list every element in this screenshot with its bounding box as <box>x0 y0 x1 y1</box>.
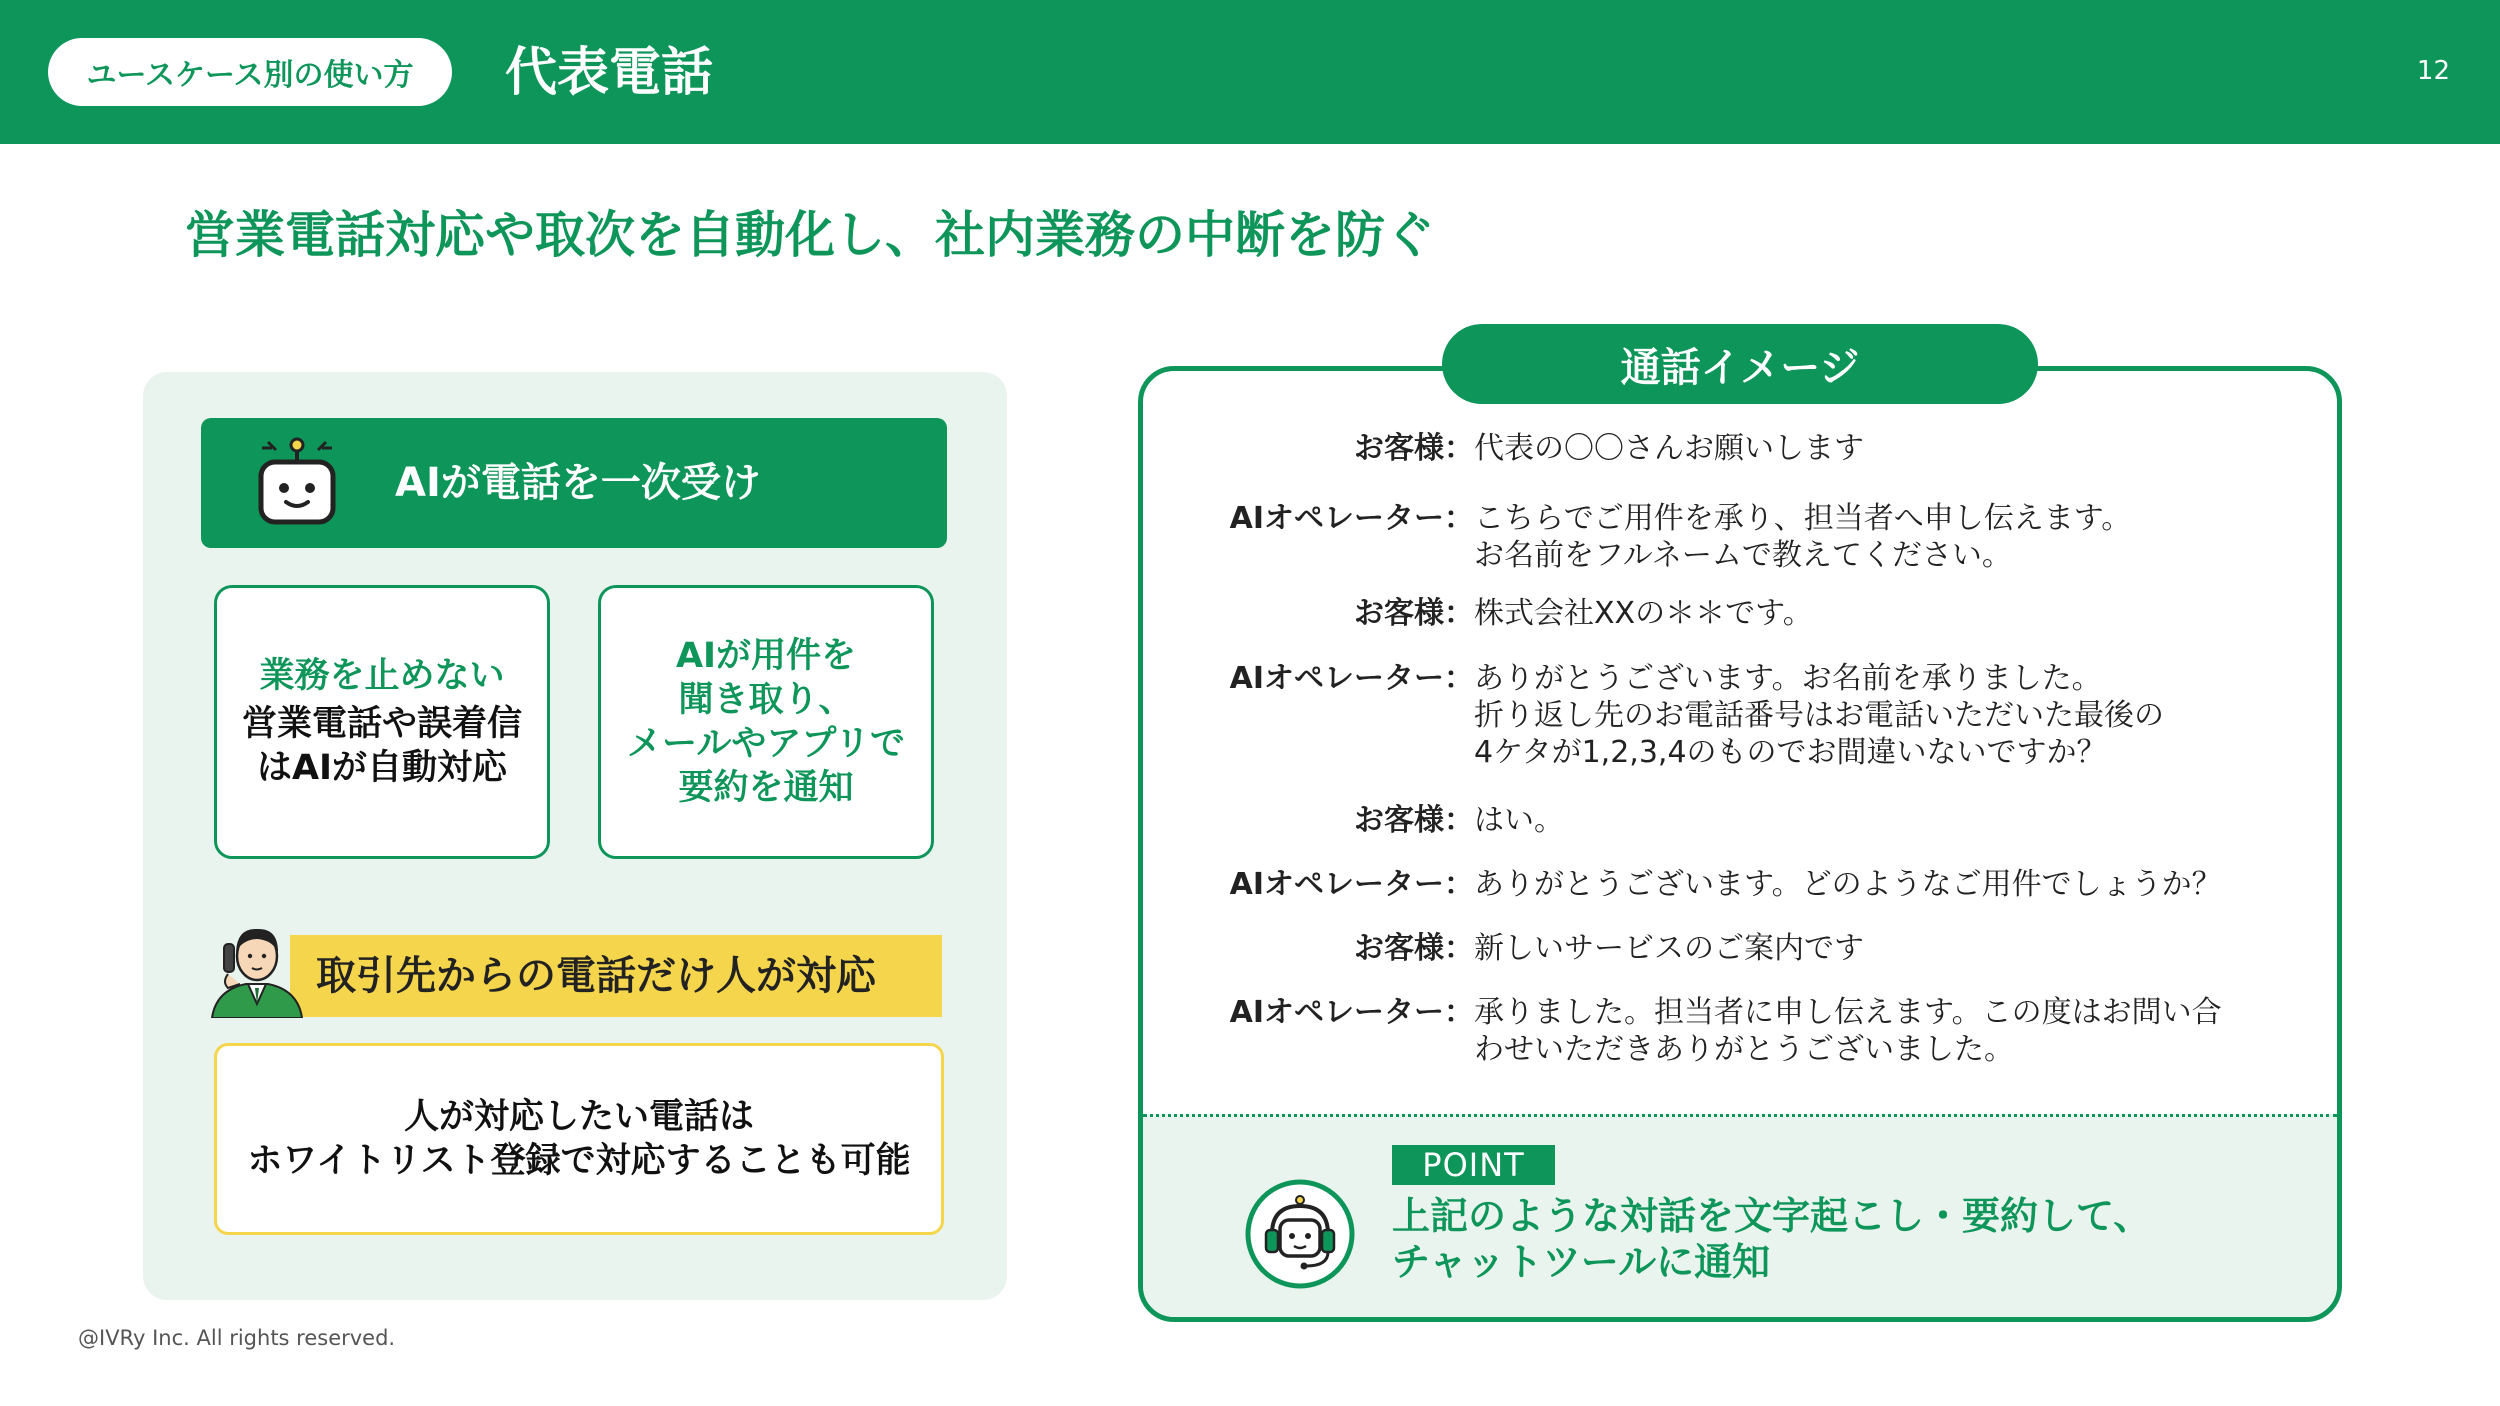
utterance <box>1474 802 1564 839</box>
utterance-line: こちらでご用件を承り、担当者へ申し伝えます。 <box>1474 501 2132 536</box>
utterance-line: お名前をフルネームで教えてください。 <box>1474 538 2012 573</box>
speaker-colon: ： <box>1444 596 1474 631</box>
speaker-label: AIオペレーター <box>1229 501 1444 536</box>
speaker-colon: ： <box>1444 501 1474 536</box>
utterance-line: 代表の〇〇さんお願いします <box>1474 431 1864 466</box>
no-interruption-card <box>214 585 550 859</box>
utterance-line: 折り返し先のお電話番号はお電話いただいた最後の <box>1474 698 2164 733</box>
whitelist-card <box>214 1043 944 1235</box>
headset-robot-icon <box>1244 1178 1356 1290</box>
card-heading: 業務を止めない <box>259 656 505 696</box>
utterance <box>1474 994 2222 1068</box>
speaker-label: お客様 <box>1354 803 1444 838</box>
card-line: はAIが自動対応 <box>256 748 508 788</box>
utterance-line: 株式会社XXの＊＊です。 <box>1474 596 1813 631</box>
card-line: 聞き取り、 <box>678 680 854 720</box>
card-line: 要約を通知 <box>678 768 854 808</box>
speaker-colon: ： <box>1444 803 1474 838</box>
utterance-line: 4ケタが1,2,3,4のものでお間違いないですか？ <box>1474 735 2107 770</box>
utterance <box>1474 500 2131 574</box>
utterance <box>1474 595 1813 632</box>
usecase-tag: ユースケース別の使い方 <box>48 38 452 106</box>
point-text <box>1392 1193 2151 1285</box>
utterance-line: わせいただきありがとうございました。 <box>1474 1032 2014 1067</box>
utterance <box>1474 430 1864 467</box>
card-line: メールやアプリで <box>627 724 905 764</box>
utterance <box>1474 660 2164 771</box>
utterance-line: ありがとうございます。どのようなご用件でしょうか？ <box>1474 867 2222 902</box>
speaker-colon: ： <box>1444 931 1474 966</box>
summary-notify-card <box>598 585 934 859</box>
page-title: 代表電話 <box>505 43 714 103</box>
call-image-tab: 通話イメージ <box>1442 324 2038 404</box>
utterance-line: ありがとうございます。お名前を承りました。 <box>1474 661 2102 696</box>
speaker-label: お客様 <box>1354 931 1444 966</box>
whitelist-line: 人が対応したい電話は <box>403 1097 754 1137</box>
speaker-label: AIオペレーター <box>1229 995 1444 1030</box>
point-badge: POINT <box>1392 1145 1555 1185</box>
person-on-phone-icon <box>206 918 324 1018</box>
utterance <box>1474 930 1864 967</box>
page-number: 12 <box>2416 56 2450 86</box>
utterance-line: はい。 <box>1474 803 1564 838</box>
headline: 営業電話対応や取次を自動化し、社内業務の中断を防ぐ <box>185 206 1435 264</box>
point-line: 上記のような対話を文字起こし・要約して、 <box>1392 1194 2152 1238</box>
card-line: 営業電話や誤着信 <box>241 704 522 744</box>
speaker-colon: ： <box>1444 431 1474 466</box>
utterance-line: 新しいサービスのご案内です <box>1474 931 1864 966</box>
speaker-colon: ： <box>1444 661 1474 696</box>
whitelist-line: ホワイトリスト登録で対応することも可能 <box>247 1141 911 1181</box>
speaker-label: お客様 <box>1354 596 1444 631</box>
copyright: @IVRy Inc. All rights reserved. <box>78 1326 396 1350</box>
speaker-colon: ： <box>1444 867 1474 902</box>
speaker-label: AIオペレーター <box>1229 661 1444 696</box>
robot-icon <box>256 436 338 528</box>
card-line: AIが用件を <box>675 636 857 676</box>
speaker-label: お客様 <box>1354 431 1444 466</box>
human-banner-label: 取引先からの電話だけ人が対応 <box>316 953 876 999</box>
utterance-line: 承りました。担当者に申し伝えます。この度はお問い合 <box>1474 995 2222 1030</box>
ai-banner-label: AIが電話を一次受け <box>395 460 761 506</box>
utterance <box>1474 866 2222 903</box>
speaker-colon: ： <box>1444 995 1474 1030</box>
point-line: チャットツールに通知 <box>1392 1240 1771 1284</box>
speaker-label: AIオペレーター <box>1229 867 1444 902</box>
